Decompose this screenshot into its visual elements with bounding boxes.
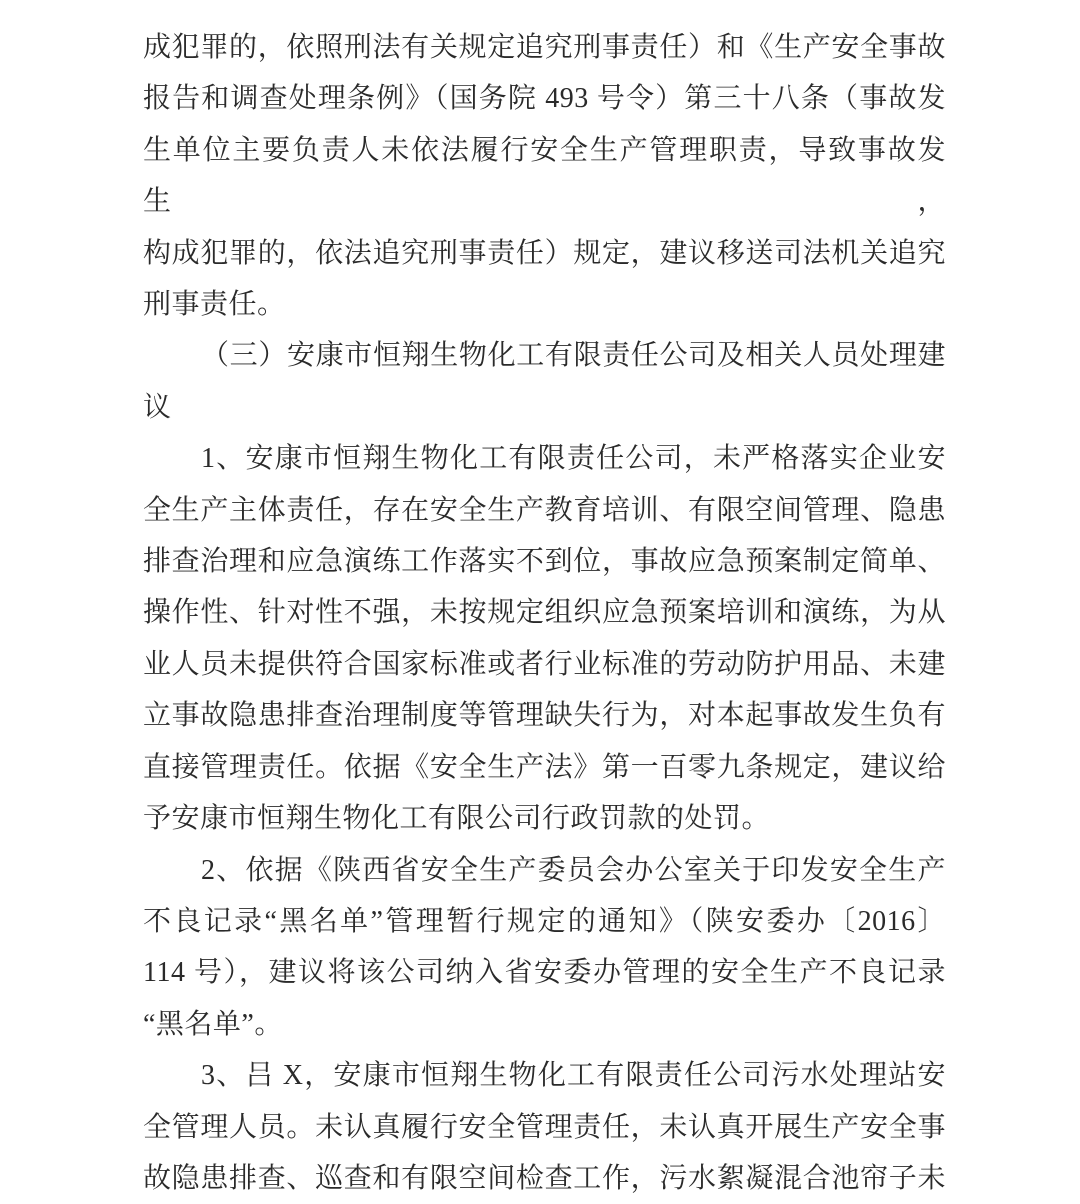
text-line: 成犯罪的，依照刑法有关规定追究刑事责任）和《生产安全事故 (143, 32, 946, 63)
text-line: 立事故隐患排查治理制度等管理缺失行为，对本起事故发生负有 (143, 700, 946, 732)
text-line: 直接管理责任。依据《安全生产法》第一百零九条规定，建议给 (143, 751, 946, 783)
text-line: 业人员未提供符合国家标准或者行业标准的劳动防护用品、未建 (143, 648, 946, 680)
text-line: 议 (143, 391, 172, 423)
text-line: 2、依据《陕西省安全生产委员会办公室关于印发安全生产 (201, 854, 946, 886)
text-line: 故隐患排查、巡查和有限空间检查工作，污水絮凝混合池帘子未 (143, 1162, 946, 1194)
text-line: 1、安康市恒翔生物化工有限责任公司，未严格落实企业安 (201, 443, 946, 475)
text-line: “黑名单”。 (143, 1008, 283, 1040)
text-line: 予安康市恒翔生物化工有限公司行政罚款的处罚。 (143, 803, 771, 835)
text-line: （三）安康市恒翔生物化工有限责任公司及相关人员处理建 (201, 340, 946, 372)
text-line: 构成犯罪的，依法追究刑事责任）规定，建议移送司法机关追究 (143, 237, 946, 269)
text-line: 生单位主要负责人未依法履行安全生产管理职责，导致事故发生， (143, 134, 946, 218)
text-line: 3、吕 X，安康市恒翔生物化工有限责任公司污水处理站安 (201, 1060, 946, 1092)
text-line: 排查治理和应急演练工作落实不到位，事故应急预案制定简单、 (143, 546, 946, 578)
text-line: 刑事责任。 (143, 289, 286, 321)
text-line: 114 号），建议将该公司纳入省安委办管理的安全生产不良记录 (143, 957, 946, 989)
text-line: 全生产主体责任，存在安全生产教育培训、有限空间管理、隐患 (143, 494, 946, 526)
document-text-block (143, 22, 946, 1204)
text-line: 全管理人员。未认真履行安全管理责任，未认真开展生产安全事 (143, 1111, 946, 1143)
text-line: 操作性、针对性不强，未按规定组织应急预案培训和演练，为从 (143, 597, 946, 629)
text-line: 不良记录“黑名单”管理暂行规定的通知》（陕安委办〔2016〕 (143, 905, 946, 937)
text-line: 报告和调查处理条例》（国务院 493 号令）第三十八条（事故发 (143, 83, 946, 115)
